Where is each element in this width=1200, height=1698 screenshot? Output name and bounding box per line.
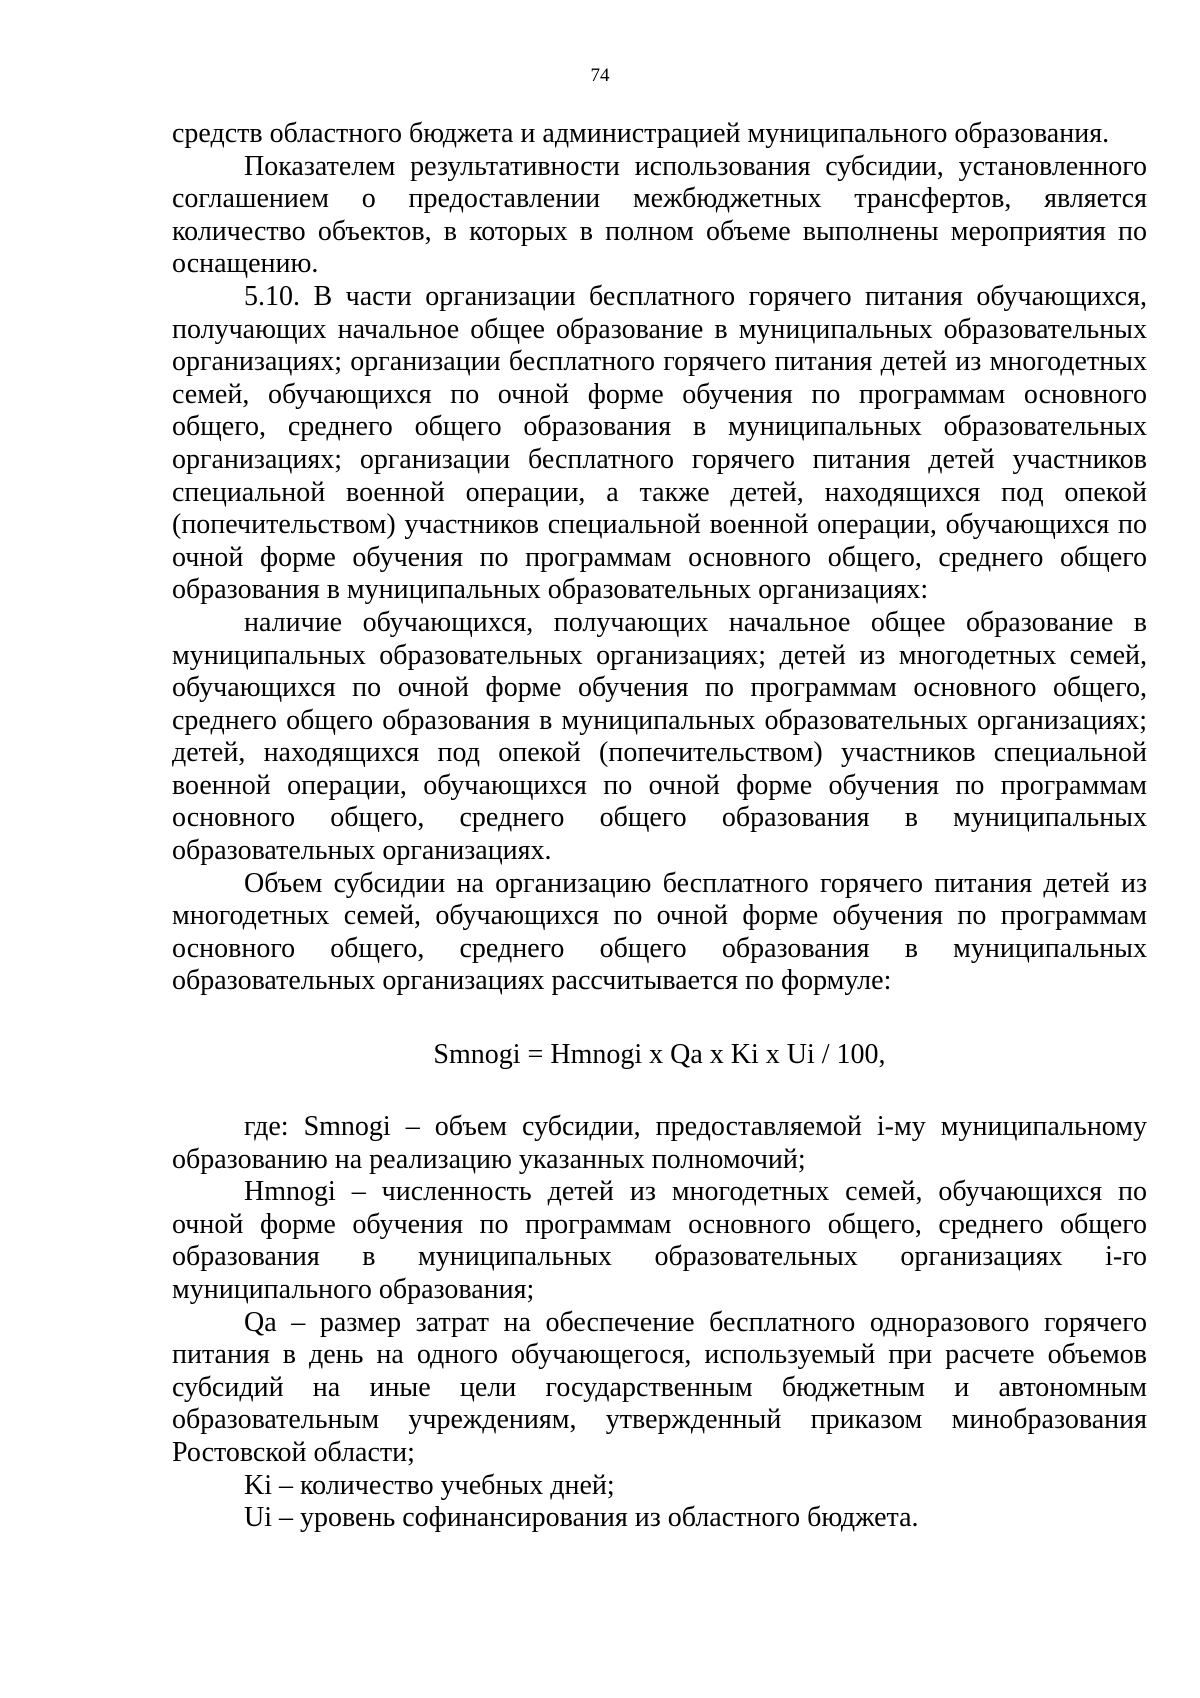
paragraph-section-5-10: 5.10. В части организации бесплатного горячего питания обучающихся, получающих начальное общее образование в муниципальных образовательных организациях; организации бесплатного горячего питания детей из многодетных семей, обучающихся по очной форме обучения по программам основного общего, среднего общего образования в муниципальных образовательных организациях; организации бесплатного горячего питания детей участников специальной военной операции, а также детей, находящихся под опекой (попечительством) участников специальной военной операции, обучающихся по очной форме обучения по программам основного общего, среднего общего образования в муниципальных образовательных организациях: (172, 280, 1147, 606)
document-body (172, 118, 1147, 1535)
definition-ui: Ui – уровень софинансирования из областного бюджета. (244, 1502, 919, 1534)
paragraph-criteria: наличие обучающихся, получающих начальное общее образование в муниципальных образовательных организациях; детей из многодетных семей, обучающихся по очной форме обучения по программам основного общего, среднего общего образования в муниципальных образовательных организациях; детей, находящихся под опекой (попечительством) участников специальной военной операции, обучающихся по очной форме обучения по программам основного общего, среднего общего образования в муниципальных образовательных организациях. (172, 606, 1147, 867)
definition-smnogi: где: Smnogi – объем субсидии, предоставляемой i-му муниципальному образованию на реализацию указанных полномочий; (172, 1111, 1147, 1175)
paragraph-performance-indicator: Показателем результативности использования субсидии, установленного соглашением о предоставлении межбюджетных трансфертов, является количество объектов, в которых в полном объеме выполнены мероприятия по оснащению. (172, 150, 1147, 280)
formula: Smnogi = Hmnogi x Qa x Ki x Ui / 100, (433, 1039, 886, 1071)
paragraph-subsidy-volume: Объем субсидии на организацию бесплатного горячего питания детей из многодетных семей, обучающихся по очной форме обучения по программам основного общего, среднего общего образования в муниципальных образовательных организациях рассчитывается по формуле: (172, 867, 1147, 997)
definition-qa: Qa – размер затрат на обеспечение бесплатного одноразового горячего питания в день на одного обучающегося, используемый при расчете объемов субсидий на иные цели государственным бюджетным и автономным образовательным учреждениям, утвержденный приказом минобразования Ростовской области; (172, 1306, 1147, 1468)
definition-hmnogi: Hmnogi – численность детей из многодетных семей, обучающихся по очной форме обучения по программам основного общего, среднего общего образования в муниципальных образовательных организациях i-го муниципального образования; (172, 1176, 1147, 1305)
paragraph-continuation: средств областного бюджета и администрацией муниципального образования. (172, 118, 1110, 149)
definition-ki: Ki – количество учебных дней; (244, 1469, 615, 1501)
page-number: 74 (590, 65, 610, 86)
